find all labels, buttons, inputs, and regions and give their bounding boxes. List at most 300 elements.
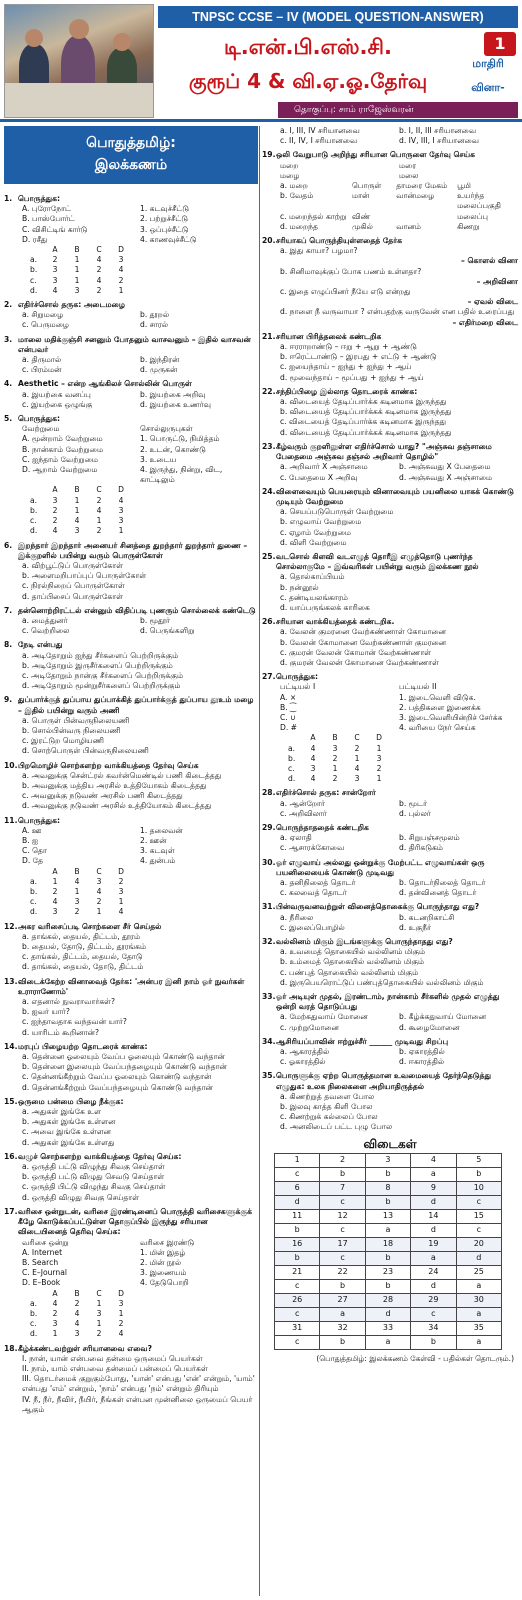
question-q15	[4, 1097, 258, 1148]
question-q8	[4, 640, 258, 691]
option-cell: c. மறைந்தல் காற்று	[280, 211, 347, 221]
question-text: ஒருமை பன்மை பிழை நீக்குக:	[18, 1096, 124, 1106]
match-left-item: B. Search	[22, 1257, 59, 1267]
question-text: Aesthetic – என்ற ஆங்கிலச் சொல்லின் பொருள்	[18, 379, 192, 389]
match-right-item: 1. கடவுச்சீட்டு	[140, 204, 190, 214]
right-column	[262, 126, 518, 1596]
answer-key-cell: 33	[365, 1321, 410, 1335]
answer-key-cell: b	[365, 1279, 410, 1293]
option: a. அதுகள் இங்கே உள	[22, 1107, 102, 1117]
option: b. கீழ்க்கதுவாய் மோனை	[399, 1012, 487, 1022]
match-header-cell: மலை	[399, 170, 419, 180]
option-cell: விண்	[351, 211, 371, 221]
option: b. தூறல்	[140, 310, 170, 320]
match-right-item: 3. உடைய	[140, 454, 177, 464]
answer-key-cell: a	[365, 1223, 410, 1237]
question-text: வல்லினம் மிகும் இடங்களுக்கு பொருந்தாதது எது?	[276, 937, 453, 947]
code-cell: 2	[52, 516, 58, 526]
option-list	[262, 462, 518, 482]
section-title-line-1: பொதுத்தமிழ்:	[86, 135, 176, 151]
question-q33	[262, 992, 518, 1033]
match-left-item: B. ஐ	[22, 835, 39, 845]
question-text: பிறமொழிச் சொற்களற்ற வாக்கியத்தை தேர்வு செய்க	[18, 760, 199, 770]
match-table	[4, 1248, 258, 1289]
question-q18	[4, 1344, 258, 1415]
question-q31	[262, 902, 518, 933]
option: c. விடையைத் தேடிப்பார்க்க கடினமாக இருந்தது	[280, 417, 447, 427]
option: c. பெருமழை	[22, 320, 70, 330]
option-row	[262, 222, 518, 232]
question-number: 20.	[262, 236, 276, 246]
match-table	[4, 204, 258, 245]
option: c. II, IV, I சரியானவை	[280, 136, 358, 146]
option: c. ஓகாரத்தில்	[280, 1057, 326, 1067]
match-right-item: 3. இணையம்	[140, 1268, 187, 1278]
option: d. அவனுக்கு நடுவண் அரசில் உத்தியோகம் கிடைத்தது	[22, 801, 212, 811]
code-cell: 1	[332, 763, 338, 773]
answer-key-cell: c	[320, 1223, 365, 1237]
answer-key-cell: a	[411, 1251, 456, 1265]
model-qa-label	[458, 52, 518, 100]
answer-key-cell: b	[275, 1223, 320, 1237]
match-left-item: C. E–Journal	[22, 1268, 67, 1278]
option: d. விடையைத் தேடிப்பார்க்கக் கடினமாக இருந்தது	[280, 427, 452, 437]
question-text: இறந்தார் இறந்தார் அனையர் சினத்தை துறந்தார் துறந்தார் துணை – இக்குறளில் பயின்று வரும் பொருள்கோள்	[18, 540, 248, 560]
code-cell: c.	[30, 1319, 37, 1329]
photo-head-2	[69, 19, 89, 39]
photo-head-1	[25, 29, 43, 47]
question-number: 17.	[4, 1206, 18, 1216]
match-header-cell: பட்டியல் II	[399, 682, 437, 692]
code-cell: D	[118, 1288, 124, 1298]
question-q27	[262, 672, 518, 784]
code-cell: 1	[74, 505, 80, 515]
code-cell: D	[376, 733, 382, 743]
option: b. மூடர்	[399, 798, 428, 808]
match-right-item: 1. மின் இதழ்	[140, 1247, 186, 1257]
answer-key-cell: 24	[411, 1265, 456, 1279]
option-list	[262, 947, 518, 988]
question-number: 29.	[262, 823, 276, 832]
answer-key-cell: a	[365, 1335, 410, 1349]
answer-key-cell: 28	[365, 1293, 410, 1307]
option: b. தொடர்நிலைத் தொடர்	[399, 878, 486, 888]
option: d. இருபெயரொட்டுப் பண்புத்தொகையில் வல்லினம் மிகும்	[280, 977, 484, 987]
match-left-item: C. ஐந்தாம் வேற்றுமை	[22, 454, 99, 464]
match-right-item: 3. ஒப்புச்சீட்டு	[140, 224, 189, 234]
title-line-2: குரூப் 4 & வி.ஏ.ஓ.தேர்வு	[188, 69, 428, 93]
question-text: சரியான பிரித்தலைக் கண்டறிக	[276, 331, 382, 341]
code-cell: a.	[30, 495, 38, 505]
question-number: 4.	[4, 379, 13, 389]
option: b. உம்மைத் தொகையில் வல்லினம் மிகும்	[280, 957, 425, 967]
code-cell: 4	[354, 763, 360, 773]
option: b. சொல்பின்வரு நிலையணி	[22, 725, 121, 735]
answer-key-cell: 13	[365, 1209, 410, 1223]
question-text: பொருத்துக:	[18, 194, 60, 203]
option: a. கிணற்றுத் தவளை போல	[280, 1091, 375, 1101]
code-cell: 3	[74, 285, 80, 295]
question-text: ஓர் எழுவாய் அல்லது ஒன்றுக்கு மேற்பட்ட எழுவாய்கள் ஒரு பயனிலையைக் கொண்டு முடிவது	[276, 857, 485, 877]
question-line	[262, 823, 518, 833]
option: b. இயற்கை அறிவு	[140, 389, 206, 399]
option-cell	[396, 212, 457, 222]
option-label: – அறிவினா	[476, 276, 518, 286]
code-cell: 4	[118, 907, 124, 917]
option: d. தென்னங்கீற்றும் வேப்பந்தழையும் கொண்டு வந்தான்	[22, 1082, 213, 1092]
code-cell: 3	[332, 743, 338, 753]
answer-key-row	[275, 1307, 502, 1321]
match-header	[4, 1238, 258, 1248]
code-cell: 2	[376, 763, 382, 773]
question-q19	[262, 150, 518, 232]
match-left-item: A. ×	[280, 692, 297, 702]
answer-key-cell: 10	[456, 1181, 501, 1195]
option: a. தொல்காப்பியம்	[280, 572, 345, 582]
answer-key-row	[275, 1181, 502, 1195]
answer-key-cell: d	[275, 1195, 320, 1209]
match-right-item: 2. பற்றுச்சீட்டு	[140, 214, 189, 224]
option: c. கிணற்றுக் கல்லைப் போல	[280, 1112, 378, 1122]
answer-key-cell: 5	[456, 1153, 501, 1167]
question-number: 32.	[262, 937, 276, 947]
option: c. பேதைமை X அறிவு	[280, 472, 358, 482]
code-cell: B	[74, 245, 80, 255]
option: b. சினிமாவுக்குப் போக பணம் உள்ளதா?	[280, 266, 422, 276]
answer-key-cell: 27	[320, 1293, 365, 1307]
code-cell: 1	[118, 285, 124, 295]
code-cell: 3	[74, 897, 80, 907]
option: d. முருகன்	[140, 365, 178, 375]
question-q23	[262, 442, 518, 483]
option: a. மேற்கதுவாய் மோனை	[280, 1012, 368, 1022]
option: d. பெருங்களிறு	[140, 626, 195, 636]
code-cell: 1	[74, 255, 80, 265]
answer-key-row	[275, 1237, 502, 1251]
code-cell	[288, 733, 302, 743]
question-line	[4, 414, 258, 424]
question-number: 11.	[4, 815, 18, 825]
code-cell: 3	[118, 1298, 124, 1308]
option-cell: a. மறை	[280, 181, 308, 191]
option-list	[262, 799, 518, 819]
option: d. யாப்பருங்கலக் காரிகை	[280, 602, 370, 612]
match-left-item: B. ⁐	[280, 702, 297, 712]
code-cell: 1	[96, 907, 102, 917]
option-cell: வான்மழை	[396, 191, 435, 201]
answer-key-cell: d	[456, 1251, 501, 1265]
match-left-item: C. தொ	[22, 846, 47, 856]
answers-heading: விடைகள்	[363, 1136, 417, 1151]
option: a. அடிதோறும் ஐந்து சீர்களைப் பெற்றிருக்கும்	[22, 650, 179, 660]
code-cell: a.	[30, 1298, 38, 1308]
option: d. இயற்கை உணர்வு	[140, 399, 211, 409]
question-q4	[4, 379, 258, 410]
answer-key-row	[275, 1223, 502, 1237]
question-text: சரியாகப் பொருந்தியுள்ளதைத் தேர்க	[276, 236, 403, 246]
answer-key-cell: 23	[365, 1265, 410, 1279]
code-cell: 3	[96, 876, 102, 886]
code-cell: b.	[288, 753, 296, 763]
question-number: 24.	[262, 486, 276, 496]
code-cell: 2	[118, 1319, 124, 1329]
code-cell	[30, 245, 44, 255]
code-cell: c.	[30, 516, 37, 526]
match-left-item: C. விசிட்டிங் கார்டு	[22, 224, 88, 234]
question-text: பொருத்துக:	[276, 672, 318, 682]
option-list	[4, 1354, 258, 1415]
match-right-item: 1. தலைவன்	[140, 825, 183, 835]
option: a. ஆன்றோர்	[280, 798, 325, 808]
exam-banner: TNPSC CCSE – IV (MODEL QUESTION-ANSWER)	[158, 6, 518, 28]
option: d. அஞ்சுவது X அஞ்சாமை	[399, 472, 493, 482]
question-q32	[262, 937, 518, 988]
question-number: 26.	[262, 617, 276, 627]
question-line	[262, 332, 518, 342]
code-cell: A	[52, 245, 58, 255]
option-list	[4, 310, 258, 330]
answer-key-cell: b	[456, 1167, 501, 1181]
question-q17	[4, 1207, 258, 1340]
question-number: 35.	[262, 1071, 276, 1081]
code-cell: B	[332, 733, 338, 743]
question-number: 14.	[4, 1041, 18, 1051]
code-cell: d.	[30, 1329, 38, 1339]
question-line	[262, 150, 518, 160]
match-left-item: D. ரசீது	[22, 234, 48, 244]
option: a. நீரிலை	[280, 912, 314, 922]
code-cell: 1	[74, 275, 80, 285]
match-table	[4, 434, 258, 485]
question-text: கீழ்வரும் குறளிலுள்ள எதிர்ச்சொல் யாது? "அஞ்சுவ தஞ்சாமை பேதைமை அஞ்சுவ தஞ்சல் அறிவார் தொழில்"	[276, 441, 492, 462]
code-cell: 3	[52, 495, 58, 505]
match-table	[4, 826, 258, 867]
question-line	[4, 922, 258, 932]
option-cell: பொருள்	[351, 181, 382, 191]
option-label: – ஏவல் விடை	[467, 297, 518, 307]
option: a. ஏலாதி	[280, 833, 312, 843]
option: b. அவனுக்கு மத்திய அரசில் உத்தியோகம் கிடைத்தது	[22, 780, 207, 790]
answer-key-cell: c	[411, 1307, 456, 1321]
left-column	[4, 126, 258, 1596]
answer-key-cell: a	[456, 1279, 501, 1293]
answer-key-cell: 25	[456, 1265, 501, 1279]
code-cell: 2	[52, 505, 58, 515]
question-line	[4, 816, 258, 826]
question-q20	[262, 236, 518, 328]
option: b. எழுவாய் வேற்றுமை	[280, 517, 362, 527]
question-line	[262, 992, 518, 1012]
answer-codes	[4, 867, 258, 918]
title-line-1: டி.என்.பி.எஸ்.சி.	[224, 35, 392, 59]
option: a. பொருள் பின்வருநிலையணி	[22, 715, 130, 725]
code-cell: 3	[74, 1329, 80, 1339]
code-cell	[30, 1289, 44, 1299]
question-line	[262, 487, 518, 507]
code-cell: 4	[118, 495, 124, 505]
option-list	[262, 627, 518, 668]
option: b. கடனறிகாட்சி	[399, 912, 455, 922]
answer-key-cell: b	[320, 1335, 365, 1349]
option: c. குமரன் வேலன் கோமான் வேற்கண்ணாள்	[280, 647, 432, 657]
answer-key-cell: 8	[365, 1181, 410, 1195]
option-list	[4, 616, 258, 636]
match-header-cell: சொல்லுருபுகள்	[140, 424, 193, 434]
match-right-item: 4. துன்பம்	[140, 856, 176, 866]
question-line	[262, 387, 518, 397]
option-cell: கிணறு	[457, 221, 480, 231]
match-right-item: 1. பொருட்டு, நிமித்தம்	[140, 434, 220, 444]
header-photo	[4, 4, 154, 118]
option: a. தாங்கல், தையல், திட்டம், தூரம்	[22, 931, 141, 941]
match-right-item: 3. இடைவெளியின்றிச் சேர்க்க	[399, 712, 503, 722]
option: a. திருமால்	[22, 355, 62, 365]
answer-key-cell: c	[275, 1167, 320, 1181]
question-q22	[262, 387, 518, 438]
answer-key-cell: b	[365, 1251, 410, 1265]
answer-key-cell: 29	[411, 1293, 456, 1307]
answer-key-cell: 7	[320, 1181, 365, 1195]
option: d. ஈகாரத்தில்	[399, 1057, 445, 1067]
code-cell	[30, 867, 44, 877]
question-q7	[4, 606, 258, 637]
option: c. தண்டியலங்காரம்	[280, 592, 348, 602]
code-cell: D	[118, 245, 124, 255]
answer-key-cell: 26	[275, 1293, 320, 1307]
option: a. உவமைத் தொகையில் வல்லினம் மிகும்	[280, 947, 426, 957]
option-label: – எதிர்மறை விடை	[452, 317, 518, 327]
code-cell: a.	[30, 876, 38, 886]
option: b. அளைமறிபாப்புப் பொருள்கோள்	[22, 571, 147, 581]
answer-key-cell: a	[456, 1335, 501, 1349]
option: c. பண்புத் தொகையில் வல்லினம் மிகும்	[280, 967, 419, 977]
code-cell: 3	[118, 505, 124, 515]
question-line	[4, 1207, 258, 1238]
code-cell: 4	[52, 526, 58, 536]
question-q6	[4, 541, 258, 602]
option-list	[4, 932, 258, 973]
option: d. ஒருத்தி விழுது சிவகு செய்தாள்	[22, 1192, 140, 1202]
option: d. மூவைந்தாய் – மூப்பது + ஐந்து + ஆய்	[280, 372, 424, 382]
answer-codes	[4, 245, 258, 296]
option-list	[262, 572, 518, 613]
code-cell: 2	[74, 1298, 80, 1308]
option-list	[4, 390, 258, 410]
question-line	[262, 1037, 518, 1047]
code-cell: 3	[74, 526, 80, 536]
question-text: அகர வரிசைப்படி சொற்களை சீர் செய்தல்	[18, 921, 162, 931]
option: c. ஐயைந்தாய் – ஐந்து + ஐந்து + ஆய்	[280, 362, 412, 372]
question-line	[4, 606, 258, 616]
match-right-item: 1. இடைவெளி விடுக.	[399, 692, 476, 702]
option: b. ஈரெட்டாண்டு – இரபது + எட்டு + ஆண்டு	[280, 352, 437, 362]
question-q34	[262, 1037, 518, 1068]
option: b. I, II, III சரியானவை	[399, 126, 477, 135]
question-number: 2.	[4, 300, 13, 310]
option: d. அதுகள் இங்கே உள்ளது	[22, 1137, 115, 1147]
option: c. கலவைத் தொடர்	[280, 888, 347, 898]
code-cell: 4	[310, 753, 316, 763]
option: d. உகுநீர்	[399, 922, 432, 932]
option-list	[262, 878, 518, 898]
option-list	[4, 561, 258, 602]
option: d. அனலிடைப் பட்ட புழு போல	[280, 1122, 393, 1132]
question-number: 13.	[4, 976, 18, 986]
question-text: பொருளுக்கு ஏற்ற பொருத்தமான உவமையைத் தேர்ந்தெடுத்து எழுதுக: உலக நிலைகளை அறியாதிருத்தல்	[276, 1071, 492, 1091]
code-cell: 3	[118, 516, 124, 526]
match-left-item: A. புரோநோட்	[22, 204, 72, 214]
question-line	[262, 617, 518, 627]
answer-key-cell: a	[320, 1307, 365, 1321]
option: IV. நீ, நீர், நீவிர், நீயிர், நீங்கள் என்பன முன்னிலை ஒருமைப் பெயர் ஆகும்	[22, 1394, 253, 1414]
question-q35	[262, 1071, 518, 1132]
option: a. அறிவார் X அஞ்சாமை	[280, 462, 368, 472]
code-cell: 4	[52, 1298, 58, 1308]
code-cell: 2	[96, 265, 102, 275]
answer-key-cell: d	[411, 1195, 456, 1209]
match-right-item: 4. வரியை நேர் செய்க	[399, 723, 476, 733]
code-cell: 1	[74, 265, 80, 275]
option: I. நான், யான் என்பவை தன்மை ஒருமைப் பெயர்கள்	[22, 1353, 203, 1363]
code-cell: c.	[30, 897, 37, 907]
question-text: நேடி என்பது	[18, 640, 63, 650]
option: d. திரிகடுகம்	[399, 843, 443, 853]
code-cell: 2	[354, 743, 360, 753]
code-cell: C	[96, 245, 102, 255]
answer-key-cell: c	[320, 1195, 365, 1209]
question-line	[262, 236, 518, 246]
option: a. தென்னை ஓலையும் வேப்ப ஓலையும் கொண்டு வந்தான்	[22, 1052, 225, 1062]
option: b. அதுகள் இங்கே உள்ளன	[22, 1117, 116, 1127]
answer-key-table	[274, 1153, 502, 1350]
photo-desk	[5, 83, 153, 117]
option-list	[262, 1047, 518, 1067]
question-line	[4, 1152, 258, 1162]
question-text: ஒலி வேறுபாடு அறிந்து சரியான பொருளை தேர்வு செய்க	[276, 150, 475, 160]
option: a. மைத்துனர்	[22, 615, 68, 625]
code-cell: 4	[310, 743, 316, 753]
answer-key-cell: c	[320, 1251, 365, 1265]
option-cell: மான்	[351, 191, 370, 201]
question-text: வழுச் சொற்களற்ற வாக்கியத்தை தேர்வு செய்க:	[18, 1151, 182, 1161]
answer-key-cell: a	[411, 1167, 456, 1181]
question-text: ஆசிரியப்பாவின் ஈற்றுச்சீர் ______ முடிவது சிறப்பு	[276, 1036, 449, 1046]
question-text: விடைக்கேற்ற வினாவைத் தேர்க: 'அன்பர இனி நாம் ஓர் நுவர்கள் உராராணோம்'	[18, 976, 245, 996]
section-title	[4, 126, 258, 184]
question-line	[262, 672, 518, 682]
code-cell: D	[118, 866, 124, 876]
match-right-item: 4. இருந்து, நின்று, விட, காட்டிலும்	[140, 465, 223, 485]
option: a. சிறுமழை	[22, 310, 64, 320]
question-line	[4, 1344, 258, 1354]
match-left-item: D. E–Book	[22, 1278, 61, 1288]
option-list	[262, 397, 518, 438]
question-line	[262, 1071, 518, 1091]
answer-key-cell: b	[411, 1335, 456, 1349]
answer-key-row	[275, 1265, 502, 1279]
question-line	[4, 1042, 258, 1052]
question-q21	[262, 332, 518, 383]
question-line	[262, 858, 518, 878]
code-cell: 1	[52, 1329, 58, 1339]
code-cell: 3	[96, 1308, 102, 1318]
question-q14	[4, 1042, 258, 1093]
option: c. தாங்கல், திட்டம், தையல், தோடு	[22, 952, 143, 962]
code-cell: 1	[118, 897, 124, 907]
option: b. விடையைத் தேடிப்பார்க்கக் கடினமாக இருந்தது	[280, 407, 452, 417]
answer-key-cell: b	[365, 1195, 410, 1209]
match-header-cell: மரை	[399, 160, 417, 170]
